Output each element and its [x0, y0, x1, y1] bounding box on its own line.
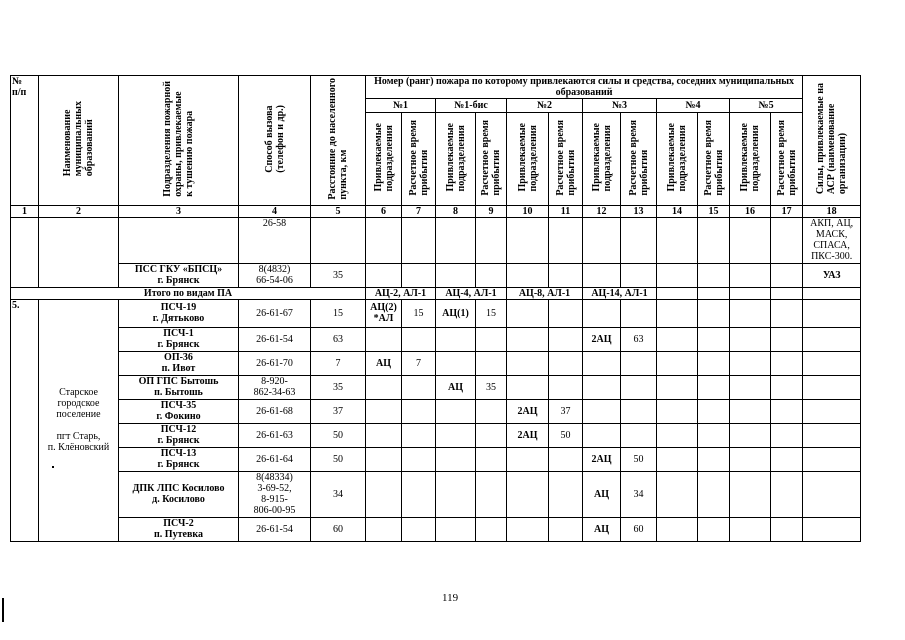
rank-cell-t2	[549, 299, 583, 327]
rank-cell-t1	[402, 375, 436, 399]
cell	[698, 447, 730, 471]
cell	[698, 327, 730, 351]
cell	[698, 299, 730, 327]
phone-cell: 26-61-54	[239, 517, 311, 541]
rank-cell-u2	[507, 517, 549, 541]
totals-rank-2: АЦ-8, АЛ-1	[507, 287, 583, 299]
rank-cell-u1: АЦ(2) *АЛ	[366, 299, 402, 327]
col-num: 10	[507, 205, 549, 217]
totals-rank-1: АЦ-2, АЛ-1	[366, 287, 436, 299]
cell	[11, 217, 39, 287]
header-sub-units: Привлекаемые подразделения	[436, 113, 476, 205]
cell	[621, 217, 657, 263]
cell	[657, 423, 698, 447]
rank-cell-t1	[402, 327, 436, 351]
asr-cell: АКП, АЦ, МАСК, СПАСА, ПКС-300.	[803, 217, 861, 263]
rank-cell-u2	[507, 351, 549, 375]
header-sub-units: Привлекаемые подразделения	[366, 113, 402, 205]
rank-cell-t1b	[476, 447, 507, 471]
unit-cell: ПСЧ-35 г. Фокино	[119, 399, 239, 423]
col-num: 17	[771, 205, 803, 217]
phone-cell: 8(4832) 66-54-06	[239, 263, 311, 287]
rank-cell-t3	[621, 351, 657, 375]
cell	[507, 217, 549, 263]
unit-cell: ПСЧ-12 г. Брянск	[119, 423, 239, 447]
rank-cell-u2	[507, 299, 549, 327]
rank-cell-u3	[583, 375, 621, 399]
cell	[698, 471, 730, 517]
cell	[730, 517, 771, 541]
asr-cell	[803, 447, 861, 471]
rank-cell-t1	[402, 517, 436, 541]
header-sub-units: Привлекаемые подразделения	[657, 113, 698, 205]
header-sub-time: Расчетное время прибытия	[476, 113, 507, 205]
cell	[730, 423, 771, 447]
col-num: 8	[436, 205, 476, 217]
col-num: 7	[402, 205, 436, 217]
cell	[698, 287, 730, 299]
col-num: 6	[366, 205, 402, 217]
rank-cell-t1b: 15	[476, 299, 507, 327]
asr-cell	[803, 351, 861, 375]
table-row	[11, 399, 861, 423]
header-col-municipality: Наименование муниципальных образований	[39, 76, 119, 206]
cell	[730, 287, 771, 299]
table-row	[11, 447, 861, 471]
header-sub-time: Расчетное время прибытия	[771, 113, 803, 205]
phone-cell: 26-58	[239, 217, 311, 263]
cell	[771, 287, 803, 299]
header-rank-3: №3	[583, 99, 657, 113]
cell	[730, 399, 771, 423]
totals-row	[11, 287, 861, 299]
col-num: 14	[657, 205, 698, 217]
header-col-distance: Расстояние до населенного пункта, км	[311, 76, 366, 206]
cell	[771, 327, 803, 351]
phone-cell: 26-61-63	[239, 423, 311, 447]
rank-cell-u2	[507, 447, 549, 471]
rank-cell-t3	[621, 423, 657, 447]
header-rank-4: №4	[657, 99, 730, 113]
col-num: 18	[803, 205, 861, 217]
cell	[771, 399, 803, 423]
rank-cell-t1: 7	[402, 351, 436, 375]
cell	[39, 217, 119, 287]
rank-cell-u1	[366, 517, 402, 541]
totals-rank-3: АЦ-14, АЛ-1	[583, 287, 657, 299]
asr-cell	[803, 299, 861, 327]
rank-cell-u3	[583, 299, 621, 327]
cell	[698, 263, 730, 287]
rank-cell-t2: 37	[549, 399, 583, 423]
asr-cell	[803, 327, 861, 351]
cell	[507, 263, 549, 287]
rank-cell-u2	[507, 375, 549, 399]
totals-label: Итого по видам ПА	[11, 287, 366, 299]
rank-cell-u1b	[436, 351, 476, 375]
table-row	[11, 299, 861, 327]
rank-cell-u3: 2АЦ	[583, 447, 621, 471]
cell	[698, 517, 730, 541]
unit-cell: ДПК ЛПС Косилово д. Косилово	[119, 471, 239, 517]
asr-cell	[803, 423, 861, 447]
distance-cell: 34	[311, 471, 366, 517]
rank-cell-u3: 2АЦ	[583, 327, 621, 351]
rank-cell-t2	[549, 447, 583, 471]
rank-cell-t3: 34	[621, 471, 657, 517]
cell	[698, 217, 730, 263]
table-row	[11, 375, 861, 399]
rank-cell-t2: 50	[549, 423, 583, 447]
cell	[657, 299, 698, 327]
cell	[402, 217, 436, 263]
rank-cell-u2: 2АЦ	[507, 399, 549, 423]
header-rank-1: №1	[366, 99, 436, 113]
distance-cell: 7	[311, 351, 366, 375]
header-rank-1bis: №1-бис	[436, 99, 507, 113]
header-rank-2: №2	[507, 99, 583, 113]
col-num: 4	[239, 205, 311, 217]
municipality-cell: Старское городское поселение пгт Старь, п. Клёновский	[39, 299, 119, 541]
row-number: 5.	[11, 299, 39, 541]
cell	[771, 263, 803, 287]
rank-cell-t3: 50	[621, 447, 657, 471]
rank-cell-u1b	[436, 471, 476, 517]
rank-cell-u1b	[436, 447, 476, 471]
header-sub-time: Расчетное время прибытия	[621, 113, 657, 205]
col-num: 3	[119, 205, 239, 217]
rank-cell-t3: 60	[621, 517, 657, 541]
rank-cell-u1	[366, 447, 402, 471]
cell	[657, 263, 698, 287]
rank-cell-u1	[366, 375, 402, 399]
asr-cell	[803, 399, 861, 423]
rank-cell-u2	[507, 327, 549, 351]
header-rank-group: Номер (ранг) пожара по которому привлекаются силы и средства, соседних муниципальных образований	[366, 76, 803, 99]
cell	[730, 263, 771, 287]
rank-cell-t1: 15	[402, 299, 436, 327]
distance-cell: 63	[311, 327, 366, 351]
cell	[583, 263, 621, 287]
rank-cell-u3	[583, 399, 621, 423]
cell	[730, 299, 771, 327]
cell	[657, 217, 698, 263]
cell	[549, 263, 583, 287]
rank-cell-u1b: АЦ	[436, 375, 476, 399]
cell	[730, 217, 771, 263]
header-sub-time: Расчетное время прибытия	[402, 113, 436, 205]
cell	[730, 351, 771, 375]
cell	[657, 447, 698, 471]
phone-cell: 26-61-70	[239, 351, 311, 375]
rank-cell-t3	[621, 299, 657, 327]
cell	[366, 263, 402, 287]
col-num: 12	[583, 205, 621, 217]
rank-cell-u3	[583, 351, 621, 375]
rank-cell-t2	[549, 375, 583, 399]
header-sub-units: Привлекаемые подразделения	[507, 113, 549, 205]
rank-cell-t2	[549, 351, 583, 375]
asr-cell	[803, 517, 861, 541]
rank-cell-t1	[402, 471, 436, 517]
cell	[698, 399, 730, 423]
header-rank-5: №5	[730, 99, 803, 113]
rank-cell-t2	[549, 517, 583, 541]
rank-cell-u2	[507, 471, 549, 517]
header-col-asr: Силы, привлекаемые на АСР (наименование организации)	[803, 76, 861, 206]
rank-cell-t2	[549, 471, 583, 517]
cell	[621, 263, 657, 287]
distance-cell: 50	[311, 447, 366, 471]
rank-cell-u2: 2АЦ	[507, 423, 549, 447]
col-num: 11	[549, 205, 583, 217]
rank-cell-u1b	[436, 517, 476, 541]
unit-cell: ОП-36 п. Ивот	[119, 351, 239, 375]
cell	[771, 423, 803, 447]
cell	[657, 517, 698, 541]
rank-cell-u3: АЦ	[583, 517, 621, 541]
header-sub-units: Привлекаемые подразделения	[730, 113, 771, 205]
distance-cell: 50	[311, 423, 366, 447]
distance-cell: 37	[311, 399, 366, 423]
table-row	[11, 217, 861, 263]
rank-cell-t1b	[476, 351, 507, 375]
cell	[771, 471, 803, 517]
cell	[583, 217, 621, 263]
rank-cell-u3	[583, 423, 621, 447]
distance-cell: 60	[311, 517, 366, 541]
table-row	[11, 351, 861, 375]
col-num: 9	[476, 205, 507, 217]
cell	[771, 447, 803, 471]
distance-cell: 15	[311, 299, 366, 327]
rank-cell-t3: 63	[621, 327, 657, 351]
phone-cell: 26-61-68	[239, 399, 311, 423]
rank-cell-t3	[621, 399, 657, 423]
distance-cell: 35	[311, 263, 366, 287]
phone-cell: 26-61-54	[239, 327, 311, 351]
unit-cell: ПСЧ-2 п. Путевка	[119, 517, 239, 541]
phone-cell: 8(48334) 3-69-52, 8-915- 806-00-95	[239, 471, 311, 517]
cell	[436, 263, 476, 287]
col-num: 13	[621, 205, 657, 217]
cell	[657, 471, 698, 517]
cell	[657, 287, 698, 299]
cell	[698, 375, 730, 399]
cell	[657, 327, 698, 351]
asr-cell: УАЗ	[803, 263, 861, 287]
phone-cell: 26-61-64	[239, 447, 311, 471]
unit-cell: ПСЧ-1 г. Брянск	[119, 327, 239, 351]
col-num: 1	[11, 205, 39, 217]
col-num: 16	[730, 205, 771, 217]
table-row	[11, 263, 861, 287]
cell	[657, 399, 698, 423]
page-number: 119	[442, 592, 459, 604]
rank-cell-t1b	[476, 423, 507, 447]
col-num: 5	[311, 205, 366, 217]
column-numbers-row	[11, 205, 861, 217]
cell	[771, 517, 803, 541]
col-num: 15	[698, 205, 730, 217]
rank-cell-t1b: 35	[476, 375, 507, 399]
cell	[476, 263, 507, 287]
rank-cell-t1b	[476, 327, 507, 351]
cell	[698, 423, 730, 447]
rank-cell-t1b	[476, 517, 507, 541]
cell	[771, 217, 803, 263]
cell	[402, 263, 436, 287]
rank-cell-t1	[402, 399, 436, 423]
rank-cell-t2	[549, 327, 583, 351]
rank-cell-t1	[402, 447, 436, 471]
header-sub-time: Расчетное время прибытия	[549, 113, 583, 205]
header-col-call-method: Способ вызова (телефон и др.)	[239, 76, 311, 206]
cell	[803, 287, 861, 299]
rank-cell-t1b	[476, 471, 507, 517]
cell	[771, 351, 803, 375]
rank-cell-u1b	[436, 423, 476, 447]
header-col-number: № п/п	[11, 76, 39, 206]
phone-cell: 26-61-67	[239, 299, 311, 327]
unit-cell: ПСС ГКУ «БПСЦ» г. Брянск	[119, 263, 239, 287]
forces-table	[10, 75, 861, 542]
unit-cell: ОП ГПС Бытошь п. Бытошь	[119, 375, 239, 399]
rank-cell-u1b	[436, 399, 476, 423]
distance-cell: 35	[311, 375, 366, 399]
cell	[549, 217, 583, 263]
rank-cell-u3: АЦ	[583, 471, 621, 517]
asr-cell	[803, 471, 861, 517]
rank-cell-t1b	[476, 399, 507, 423]
rank-cell-t3	[621, 375, 657, 399]
header-sub-units: Привлекаемые подразделения	[583, 113, 621, 205]
cell	[771, 299, 803, 327]
scan-dot	[52, 466, 54, 468]
cell	[436, 217, 476, 263]
rank-cell-u1b	[436, 327, 476, 351]
header-col-units: Подразделения пожарной охраны, привлекаемые к тушению пожара	[119, 76, 239, 206]
table-row	[11, 423, 861, 447]
table-row	[11, 517, 861, 541]
asr-cell	[803, 375, 861, 399]
rank-cell-u1	[366, 327, 402, 351]
cell	[771, 375, 803, 399]
rank-cell-u1	[366, 471, 402, 517]
rank-cell-u1	[366, 423, 402, 447]
table-row	[11, 327, 861, 351]
cell	[730, 327, 771, 351]
rank-cell-u1b: АЦ(1)	[436, 299, 476, 327]
rank-cell-t1	[402, 423, 436, 447]
cell	[657, 351, 698, 375]
cell	[476, 217, 507, 263]
cell	[311, 217, 366, 263]
cell	[730, 471, 771, 517]
cell	[698, 351, 730, 375]
cell	[730, 375, 771, 399]
phone-cell: 8-920- 862-34-63	[239, 375, 311, 399]
header-sub-time: Расчетное время прибытия	[698, 113, 730, 205]
unit-cell: ПСЧ-13 г. Брянск	[119, 447, 239, 471]
totals-rank-1bis: АЦ-4, АЛ-1	[436, 287, 507, 299]
cell	[657, 375, 698, 399]
cell	[366, 217, 402, 263]
cell	[119, 217, 239, 263]
unit-cell: ПСЧ-19 г. Дятьково	[119, 299, 239, 327]
col-num: 2	[39, 205, 119, 217]
cell	[730, 447, 771, 471]
rank-cell-u1	[366, 399, 402, 423]
scan-edge-mark	[2, 598, 4, 622]
table-row	[11, 471, 861, 517]
rank-cell-u1: АЦ	[366, 351, 402, 375]
